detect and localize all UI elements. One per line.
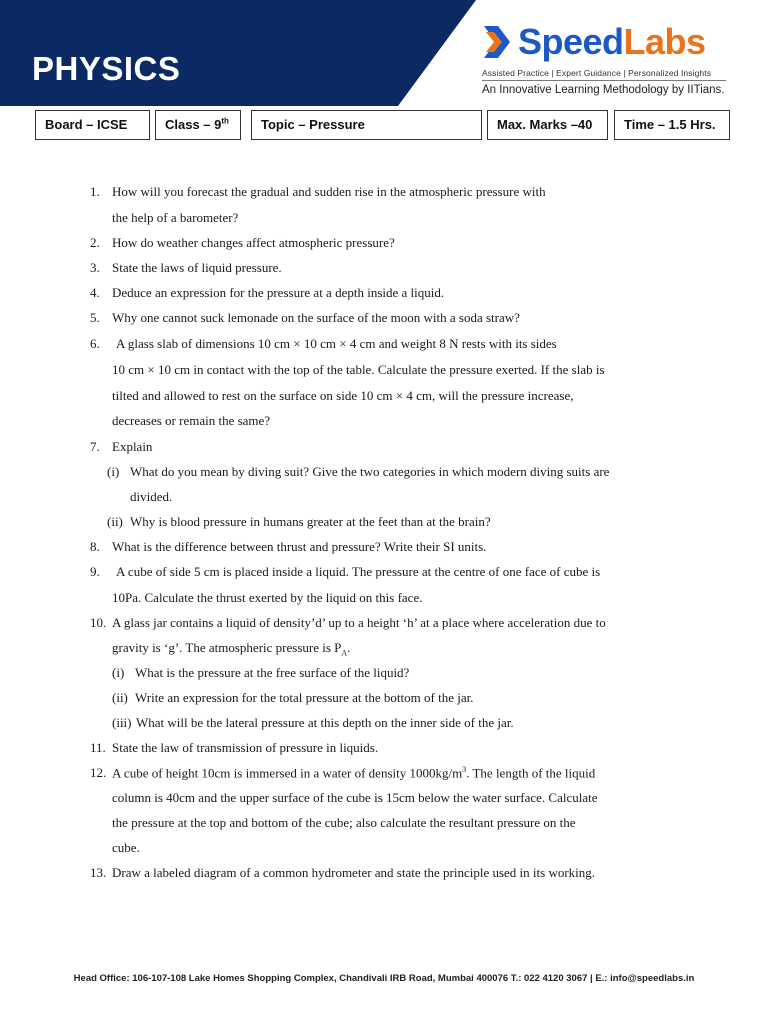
question-12-line-1-end: . The length of the liquid: [466, 765, 596, 781]
subject-title: PHYSICS: [32, 50, 181, 87]
topic-label: Topic – Pressure: [261, 117, 365, 132]
question-10-sub-3-label: (iii): [112, 715, 132, 730]
question-7-sub-2-line-1: Why is blood pressure in humans greater at the feet than at the brain?: [130, 514, 491, 529]
question-7-line-1: Explain: [112, 439, 153, 454]
question-10-sub-2-label: (ii): [112, 690, 128, 705]
question-7-sub-1-line-2: divided.: [130, 489, 173, 504]
question-13-number: 13.: [90, 865, 107, 880]
question-1-number: 1.: [90, 184, 100, 199]
question-6-number: 6.: [90, 336, 100, 351]
question-10-sub-1-label: (i): [112, 665, 125, 680]
question-13-line-1: Draw a labeled diagram of a common hydrometer and state the principle used in its working.: [112, 865, 596, 880]
question-10-line-1: A glass jar contains a liquid of density’d’ up to a height ‘h’ at a place where acceleration due to: [112, 615, 606, 630]
question-1-line-2: the help of a barometer?: [112, 210, 239, 225]
question-7-sub-1-line-1: What do you mean by diving suit? Give the two categories in which modern diving suits are: [130, 464, 610, 479]
board-label: Board – ICSE: [45, 117, 128, 132]
question-5-line-1: Why one cannot suck lemonade on the surface of the moon with a soda straw?: [112, 310, 520, 325]
question-7-number: 7.: [90, 439, 100, 454]
max-marks-label: Max. Marks –40: [497, 117, 593, 132]
question-6-line-2: 10 cm × 10 cm in contact with the top of the table. Calculate the pressure exerted. If the slab is: [112, 362, 605, 377]
topic-box: [251, 110, 482, 140]
question-6-line-3: tilted and allowed to rest on the surface on side 10 cm × 4 cm, will the pressure increase,: [112, 388, 574, 403]
question-1-line-1: How will you forecast the gradual and sudden rise in the atmospheric pressure with: [112, 184, 546, 199]
logo-divider: [482, 80, 726, 81]
question-12-line-3: the pressure at the top and bottom of the cube; also calculate the resultant pressure on the: [112, 815, 576, 830]
logo-subtitle: An Innovative Learning Methodology by IITians.: [482, 84, 725, 96]
question-9-number: 9.: [90, 564, 100, 579]
logo-tagline: Assisted Practice | Expert Guidance | Personalized Insights: [482, 68, 712, 78]
question-9-line-2: 10Pa. Calculate the thrust exerted by the liquid on this face.: [112, 590, 423, 605]
question-11-line-1: State the law of transmission of pressure in liquids.: [112, 740, 379, 755]
class-label: Class – 9: [165, 117, 222, 132]
question-12-number: 12.: [90, 765, 107, 780]
question-10-line-2-text: gravity is ‘g’. The atmospheric pressure is P: [112, 640, 342, 655]
question-10-line-2-end: .: [347, 640, 351, 655]
question-3-number: 3.: [90, 260, 100, 275]
question-9-line-1: A cube of side 5 cm is placed inside a liquid. The pressure at the centre of one face of cube is: [116, 564, 601, 579]
question-6-line-4: decreases or remain the same?: [112, 413, 271, 428]
question-3-line-1: State the laws of liquid pressure.: [112, 260, 282, 275]
question-8-number: 8.: [90, 539, 100, 554]
question-2-number: 2.: [90, 235, 100, 250]
question-4-number: 4.: [90, 285, 100, 300]
header-banner: [0, 0, 768, 106]
question-10-line-2: [112, 640, 350, 658]
time-box: [614, 110, 730, 140]
logo-chevron-icon: [480, 22, 514, 62]
question-10-subscript: A: [341, 648, 348, 658]
question-4-line-1: Deduce an expression for the pressure at a depth inside a liquid.: [112, 285, 445, 300]
question-12-line-1: [112, 765, 595, 781]
question-12-line-2: column is 40cm and the upper surface of the cube is 15cm below the water surface. Calculate: [112, 790, 598, 805]
question-5-number: 5.: [90, 310, 100, 325]
question-7-sub-2-label: (ii): [107, 514, 123, 529]
logo-word-labs: Labs: [623, 21, 706, 62]
question-6-line-1: A glass slab of dimensions 10 cm × 10 cm × 4 cm and weight 8 N rests with its sides: [116, 336, 557, 351]
question-12-superscript: 3: [462, 765, 467, 774]
class-box: [155, 110, 241, 140]
class-superscript: th: [221, 116, 229, 126]
time-label: Time – 1.5 Hrs.: [624, 117, 716, 132]
question-10-number: 10.: [90, 615, 107, 630]
logo-wordmark: [518, 20, 706, 64]
board-box: [35, 110, 150, 140]
logo-word-speed: Speed: [518, 21, 624, 62]
speedlabs-logo: [480, 20, 730, 100]
question-8-line-1: What is the difference between thrust and pressure? Write their SI units.: [112, 539, 487, 554]
question-12-line-1-text: A cube of height 10cm is immersed in a water of density 1000kg/m: [112, 765, 463, 781]
max-marks-box: [487, 110, 608, 140]
question-12-line-4: cube.: [112, 840, 140, 855]
footer-address: Head Office: 106-107-108 Lake Homes Shopping Complex, Chandivali IRB Road, Mumbai 400076 T.: 022 4120 3067 | E.: info@speedlabs.in: [73, 973, 695, 984]
question-7-sub-1-label: (i): [107, 464, 120, 479]
question-2-line-1: How do weather changes affect atmospheric pressure?: [112, 235, 395, 250]
question-10-sub-1-line-1: What is the pressure at the free surface of the liquid?: [135, 665, 410, 680]
question-10-sub-3-line-1: What will be the lateral pressure at this depth on the inner side of the jar.: [136, 715, 514, 730]
question-10-sub-2-line-1: Write an expression for the total pressure at the bottom of the jar.: [135, 690, 474, 705]
question-11-number: 11.: [90, 740, 106, 755]
